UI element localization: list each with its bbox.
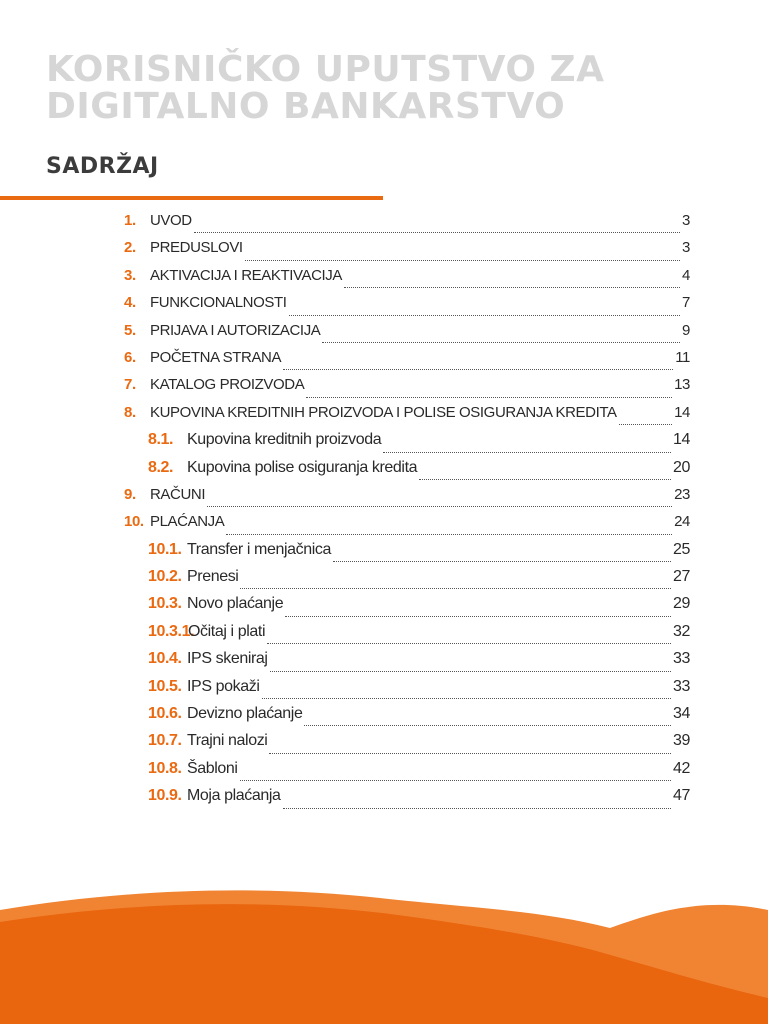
toc-label: Trajni nalozi (187, 732, 268, 750)
toc-number: 10.3.1. (148, 622, 195, 640)
dot-leader (333, 561, 671, 562)
dot-leader (245, 260, 680, 261)
toc-number: 10.9. (148, 787, 182, 805)
toc-number: 2. (124, 239, 136, 257)
toc-page: 20 (673, 458, 690, 476)
toc-number: 10. (124, 513, 144, 531)
toc-entry[interactable] (124, 239, 690, 266)
toc-page: 13 (674, 376, 690, 394)
toc-label: Novo plaćanje (187, 595, 284, 613)
toc-label: UVOD (150, 212, 192, 229)
heading-underline (0, 196, 383, 200)
toc-number: 10.5. (148, 677, 182, 695)
toc-page: 9 (682, 321, 690, 339)
dot-leader (344, 287, 680, 288)
toc-label: POČETNA STRANA (150, 348, 282, 366)
toc-label: Moja plaćanja (187, 787, 281, 805)
toc-number: 7. (124, 376, 136, 394)
toc-number: 10.6. (148, 705, 182, 723)
toc-page: 27 (673, 568, 690, 586)
title-line-2: DIGITALNO BANKARSTVO (46, 86, 566, 127)
toc-page: 14 (673, 431, 690, 449)
toc-page: 33 (673, 650, 690, 668)
toc-page: 29 (673, 595, 690, 613)
toc-subentry[interactable] (124, 732, 690, 759)
dot-leader (283, 808, 671, 809)
dot-leader (322, 342, 680, 343)
toc-label: IPS skeniraj (187, 650, 268, 668)
dot-leader (267, 643, 671, 644)
toc-subentry[interactable] (124, 678, 690, 705)
toc-subsubentry[interactable] (124, 623, 690, 650)
toc-number: 6. (124, 348, 136, 366)
toc-number: 10.2. (148, 568, 182, 586)
dot-leader (240, 588, 671, 589)
toc-subentry[interactable] (124, 787, 690, 814)
toc-page: 4 (682, 266, 690, 284)
toc-page: 3 (682, 212, 690, 229)
dot-leader (619, 424, 673, 425)
toc-number: 8.2. (148, 458, 174, 476)
toc-number: 1. (124, 212, 136, 229)
toc-page: 34 (673, 705, 690, 723)
footer-wave-decoration (0, 870, 768, 1024)
document-title (46, 51, 605, 125)
dot-leader (207, 506, 672, 507)
toc-label: IPS pokaži (187, 677, 260, 695)
toc-label: KUPOVINA KREDITNIH PROIZVODA I POLISE OSIGURANJA KREDITA (150, 403, 617, 421)
toc-label: Šabloni (187, 759, 238, 777)
toc-label: RAČUNI (150, 485, 206, 503)
toc-entry[interactable] (124, 486, 690, 513)
toc-subentry[interactable] (124, 595, 690, 622)
toc-number: 9. (124, 485, 136, 503)
toc-label: AKTIVACIJA I REAKTIVACIJA (150, 266, 342, 284)
toc-page: 7 (682, 294, 690, 312)
toc-subentry[interactable] (124, 705, 690, 732)
dot-leader (419, 479, 671, 480)
toc-subentry[interactable] (124, 459, 690, 486)
toc-page: 39 (673, 732, 690, 750)
toc-label: Prenesi (187, 568, 239, 586)
dot-leader (270, 671, 671, 672)
dot-leader (289, 315, 681, 316)
toc-label: Kupovina polise osiguranja kredita (187, 458, 418, 476)
toc-subentry[interactable] (124, 568, 690, 595)
toc-number: 5. (124, 321, 136, 339)
dot-leader (283, 369, 673, 370)
toc-page: 11 (675, 348, 690, 366)
toc-entry[interactable] (124, 376, 690, 403)
toc-label: PLAĆANJA (150, 513, 225, 531)
toc-number: 10.8. (148, 759, 182, 777)
toc-number: 3. (124, 266, 136, 284)
toc-subentry[interactable] (124, 760, 690, 787)
toc-number: 10.7. (148, 732, 182, 750)
dot-leader (194, 232, 680, 233)
toc-page: 3 (682, 239, 690, 257)
toc-page: 14 (674, 403, 690, 421)
toc-entry[interactable] (124, 212, 690, 239)
toc-page: 47 (673, 787, 690, 805)
toc-label: FUNKCIONALNOSTI (150, 294, 287, 312)
toc-page: 32 (673, 622, 690, 640)
toc-number: 10.1. (148, 540, 182, 558)
dot-leader (262, 698, 672, 699)
dot-leader (226, 534, 672, 535)
toc-entry[interactable] (124, 294, 690, 321)
toc-entry[interactable] (124, 513, 690, 540)
toc-page: 23 (674, 485, 690, 503)
toc-entry[interactable] (124, 322, 690, 349)
toc-subentry[interactable] (124, 431, 690, 458)
dot-leader (383, 452, 671, 453)
toc-page: 24 (674, 513, 690, 531)
toc-label: PRIJAVA I AUTORIZACIJA (150, 321, 321, 339)
toc-number: 10.3. (148, 595, 182, 613)
toc-label: Transfer i menjačnica (187, 540, 331, 558)
toc-label: KATALOG PROIZVODA (150, 376, 305, 394)
toc-page: 33 (673, 677, 690, 695)
toc-number: 8. (124, 403, 136, 421)
toc-entry[interactable] (124, 404, 690, 431)
toc-label: Devizno plaćanje (187, 705, 303, 723)
toc-label: Očitaj i plati (188, 622, 266, 640)
toc-subentry[interactable] (124, 541, 690, 568)
toc-page: 42 (673, 759, 690, 777)
toc-subentry[interactable] (124, 650, 690, 677)
toc-label: Kupovina kreditnih proizvoda (187, 431, 382, 449)
dot-leader (285, 616, 671, 617)
toc-entry[interactable] (124, 267, 690, 294)
table-of-contents (124, 212, 690, 815)
dot-leader (240, 780, 671, 781)
toc-number: 10.4. (148, 650, 182, 668)
toc-label: PREDUSLOVI (150, 239, 243, 257)
dot-leader (269, 753, 671, 754)
toc-entry[interactable] (124, 349, 690, 376)
section-heading: SADRŽAJ (46, 154, 159, 179)
dot-leader (304, 725, 671, 726)
dot-leader (306, 397, 672, 398)
title-line-1: KORISNIČKO UPUTSTVO ZA (46, 49, 605, 90)
toc-number: 8.1. (148, 431, 174, 449)
toc-number: 4. (124, 294, 136, 312)
toc-page: 25 (673, 540, 690, 558)
